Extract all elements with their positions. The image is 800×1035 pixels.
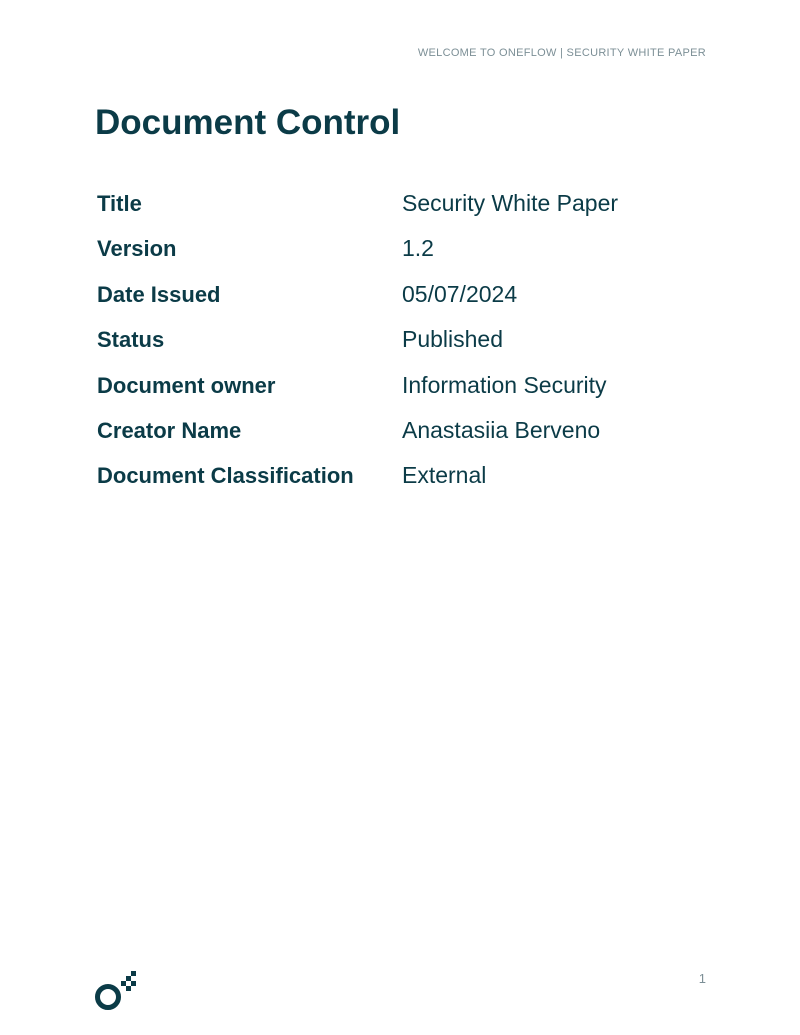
- field-label: Date Issued: [97, 281, 221, 307]
- row-document-owner: [97, 366, 717, 411]
- field-label: Document Classification: [97, 463, 354, 489]
- field-label: Title: [97, 191, 142, 216]
- row-version: [97, 229, 717, 274]
- oneflow-logo-icon: [94, 968, 138, 1012]
- field-value: Security White Paper: [402, 190, 619, 216]
- field-label: Status: [97, 327, 165, 353]
- field-value: External: [402, 462, 487, 489]
- field-value: 05/07/2024: [402, 280, 518, 307]
- field-value: Information Security: [402, 371, 607, 398]
- running-header: WELCOME TO ONEFLOW | SECURITY WHITE PAPER: [417, 47, 706, 59]
- row-creator-name: [97, 411, 717, 456]
- field-label: Document owner: [97, 372, 276, 398]
- document-control-table: [97, 184, 717, 502]
- row-date-issued: [97, 275, 717, 320]
- row-title: [97, 184, 717, 229]
- field-value: 1.2: [402, 235, 434, 262]
- field-label: Creator Name: [97, 417, 242, 443]
- field-value: Anastasiia Berveno: [402, 416, 601, 443]
- page-title: Document Control: [95, 103, 401, 142]
- row-status: [97, 320, 717, 365]
- field-value: Published: [402, 326, 504, 353]
- row-document-classification: [97, 456, 717, 501]
- page-number: 1: [698, 971, 706, 986]
- field-label: Version: [97, 236, 177, 262]
